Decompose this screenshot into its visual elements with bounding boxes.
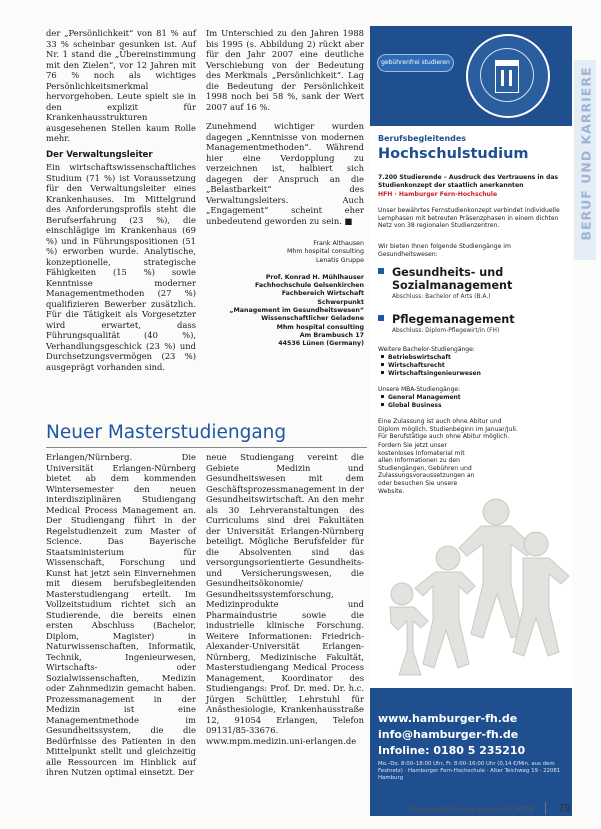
ad-pill-badge: gebührenfrei studieren: [377, 54, 454, 72]
footer-divider: [545, 802, 546, 815]
author-affiliation: Wissenschaftlicher Geladene: [261, 315, 364, 323]
ad-header: [370, 26, 572, 126]
ad-title: Hochschulstudium: [378, 146, 529, 162]
paper-people-illustration-icon: [376, 466, 572, 676]
ad-list-intro: Weitere Bachelor-Studiengänge:: [378, 346, 475, 353]
ad-list-item: Wirtschaftsingenieurwesen: [378, 370, 481, 378]
ad-program-degree: Abschluss: Diplom-Pflegewirt/in (FH): [392, 328, 500, 334]
article-column-upper-left: [46, 28, 196, 372]
ad-list-item: Global Business: [378, 402, 461, 410]
subheading-verwaltungsleiter: Der Verwaltungsleiter: [46, 149, 153, 160]
author-affiliation: „Management im Gesundheitswesen“: [229, 307, 364, 315]
bullet-square-icon: [378, 315, 384, 321]
ad-program-title: Pflegemanagement: [392, 313, 515, 326]
page-footer-source: Gesundheitsmanagement 2008: [410, 805, 534, 814]
article-column-lower-left: [46, 452, 196, 778]
ad-url-link[interactable]: www.hamburger-fh.de: [378, 712, 518, 725]
author-affiliation: Fachbereich Wirtschaft: [281, 290, 364, 298]
article-column-lower-middle: [206, 452, 364, 746]
paragraph-studiengang-details: neue Studiengang vereint die Gebiete Medizin und Gesundheitswesen mit dem Geschäftsprozessmanagement in der Gesundheitswirtschaft. An den mehr als 30 Lehrveranstaltungen des Curriculums sind drei Fakultäten der Universität Erlangen-Nürnberg beteiligt. Mögliche Berufsfelder für die Absolventen sind das versorgungsorientierte Gesundheits- und Versicherungswesen, die Gesundheitsökonomie/ Gesundheitssystemforschung, Medizinprodukte und Pharmaindustrie sowie die industrielle klinische Forschung. Weitere Informationen: Friedrich-Alexander-Universität Erlangen-Nürnberg, Medizinische Fakultät, Masterstudiengang Medical Process Management, Koordinator des Studiengangs: Prof. Dr. med. Dr. h.c. Jürgen Schüttler, Lehrstuhl für Anästhesiologie, Krankenhausstraße 12, 91054 Erlangen, Telefon 09131/85-33676. www.mpm.medizin.uni-erlangen.de: [206, 452, 364, 746]
author-affiliation: Fachhochschule Gelsenkirchen: [254, 282, 364, 290]
ad-concept: Unser bewährtes Fernstudienkonzept verbindet individuelle Lernphasen mit betreuten Präsenzphasen in einem dichten Netz von 38 regionalen Studienzentren.: [378, 207, 560, 230]
author-affiliation: Schwerpunkt: [317, 298, 364, 306]
ad-offer-intro: Wir bieten Ihnen folgende Studiengänge im Gesundheitswesen:: [378, 243, 511, 258]
article-headline: Neuer Masterstudiengang: [46, 422, 287, 443]
ad-mba-list: [378, 386, 461, 410]
author-address: Am Brambusch 17: [299, 331, 364, 339]
ad-list-item: General Management: [378, 394, 461, 402]
ad-program-title: Gesundheits- und: [392, 266, 504, 279]
ad-program-pflege[interactable]: [378, 314, 515, 327]
paragraph-verwaltungsleiter: Ein wirtschaftswissenschaftliches Studium (71 %) ist Voraussetzung für den Verwaltungsleiter eines Krankenhauses. Im Mittelgrund des Anforderungsprofils steht die Berufserfahrung (23 %), die einschlägige im Krankenhaus (69 %) und in Führungspositionen (51 %) erworben wurde. Analytische, konzeptionelle, strategische Fähigkeiten (15 %) sowie Kenntnisse moderner Managementmethoden (27 %) qualifizieren Bewerber zusätzlich. Für die Tätigkeit als Vorgesetzter wird erwartet, dass Führungsqualität (40 %), Verhandlungsgeschick (23 %) und Durchsetzungsvermögen (23 %) ausgeprägt vorhanden sind.: [46, 162, 196, 372]
paragraph-jahresvergleich: Im Unterschied zu den Jahren 1988 bis 1995 (s. Abbildung 2) rückt aber für den Jahr 2007 eine deutliche Verschiebung von der Bedeutung des Merkmals „Persönlichkeit“. Lag die Bedeutung der Persönlichkeit 1998 noch bei 58 %, sank der Wert 2007 auf 16 %.: [206, 28, 364, 112]
paragraph-masterstudiengang: Erlangen/Nürnberg. Die Universität Erlangen-Nürnberg bietet ab dem kommenden Wintersemester den neuen interdisziplinären Studiengang Medical Process Management an. Der Studiengang führt in der Regelstudienzeit zum Master of Science. Das Bayerische Staatsministerium für Wissenschaft, Forschung und Kunst hat jetzt sein Einvernehmen mit diesem berufsbegleitenden Masterstudiengang erteilt. Im Vollzeitstudium richtet sich an Studierende, die bereits einen ersten Abschluss (Bachelor, Diplom, Magister) in Naturwissenschaften, Informatik, Technik, Ingenieurwesen, Wirtschafts- oder Sozialwissenschaften, Medizin oder Zahnmedizin gemacht haben. Prozessmanagement in der Medizin ist eine Managementmethode im Gesundheitssystem, die die Bedürfnisse des Patienten in den Mittelpunkt stellt und gleichzeitig alle Ressourcen im Hinblick auf ihren Nutzen optimal einsetzt. Der: [46, 452, 196, 777]
author-name: Prof. Konrad H. Mühlhauser: [265, 273, 364, 281]
section-tag-label: BERUF UND KARRIERE: [578, 66, 594, 241]
ad-list-intro: Unsere MBA-Studiengänge:: [378, 386, 461, 393]
ad-list-item: Betriebswirtschaft: [378, 354, 481, 362]
ad-email-link[interactable]: info@hamburger-fh.de: [378, 728, 519, 741]
author-affiliation: Mhm hospital consulting: [286, 248, 364, 256]
ad-contact-footer: [370, 688, 572, 816]
ad-small-print: Mo.–Do. 8:00–18:00 Uhr, Fr. 8:00–16:00 Uhr (0,14 €/Min. aus dem Festnetz) · Hamburger Fern-Hochschule · Alter Teichweg 19 · 22081 Hamburg: [378, 761, 561, 781]
ad-fact-hfh: HFH · Hamburger Fern-Hochschule: [378, 191, 498, 198]
author-address: 44536 Lünen (Germany): [278, 340, 364, 348]
author-name: Frank Althausen: [313, 240, 364, 247]
university-seal-icon: [466, 34, 550, 118]
article-column-upper-middle: [206, 28, 364, 349]
bullet-square-icon: [378, 268, 384, 274]
ad-fact: 7.200 Studierende – Ausdruck des Vertrauens in das Studienkonzept der staatlich anerkannten: [378, 174, 559, 189]
paragraph-persoenlichkeit: der „Persönlichkeit“ von 81 % auf 33 % scheinbar gesunken ist. Auf Nr. 1 stand die „Übereinstimmung mit den Zielen“, vor 12 Jahren mit 76 % noch als wichtiges Persönlichkeitsmerkmal hervorgehoben. Leute spielt sie in den explizit für Krankenhausstrukturen ausgesehenen Stellen kaum Rolle mehr.: [46, 28, 196, 143]
ad-admission: Eine Zulassung ist auch ohne Abitur und Diplom möglich. Studienbeginn im Januar/Juli. Für Berufstätige auch ohne Abitur möglich.: [378, 418, 518, 441]
ad-info-request: Fordern Sie jetzt unser kostenloses Infomaterial mit allen Informationen zu den Studiengängen, Gebühren und Zulassungsvoraussetzungen an oder besuchen Sie unsere Website.: [378, 442, 475, 495]
headline-rule: [46, 447, 367, 448]
ad-program-degree: Abschluss: Bachelor of Arts (B.A.): [392, 294, 491, 300]
author-affiliation: Lenatis Gruppe: [316, 256, 364, 264]
ad-list-item: Wirtschaftsrecht: [378, 362, 481, 370]
author-affiliation: Mhm hospital consulting: [276, 323, 364, 331]
paragraph-managementmethoden: Zunehmend wichtiger wurden dagegen „Kenntnisse von modernen Managementmethoden“. Während hier eine Verdopplung zu verzeichnen ist, halbiert sich dagegen der Anspruch an die „Belastbarkeit“ des Verwaltungsleiters. Auch „Engagement“ scheint eher unbedeutend geworden zu sein. ■: [206, 121, 364, 226]
section-tag: [574, 60, 596, 260]
ad-phone: Infoline: 0180 5 235210: [378, 744, 526, 757]
page-number: 79: [558, 803, 571, 814]
ad-bachelor-list: [378, 346, 481, 378]
author-signature-2: [206, 274, 364, 349]
ad-program-gesundheit[interactable]: [378, 267, 503, 280]
ad-program-title-line2: Sozialmanagement: [392, 279, 513, 292]
author-signature-1: [206, 240, 364, 265]
advertisement: [370, 26, 572, 816]
ad-subtitle: Berufsbegleitendes: [378, 134, 467, 143]
